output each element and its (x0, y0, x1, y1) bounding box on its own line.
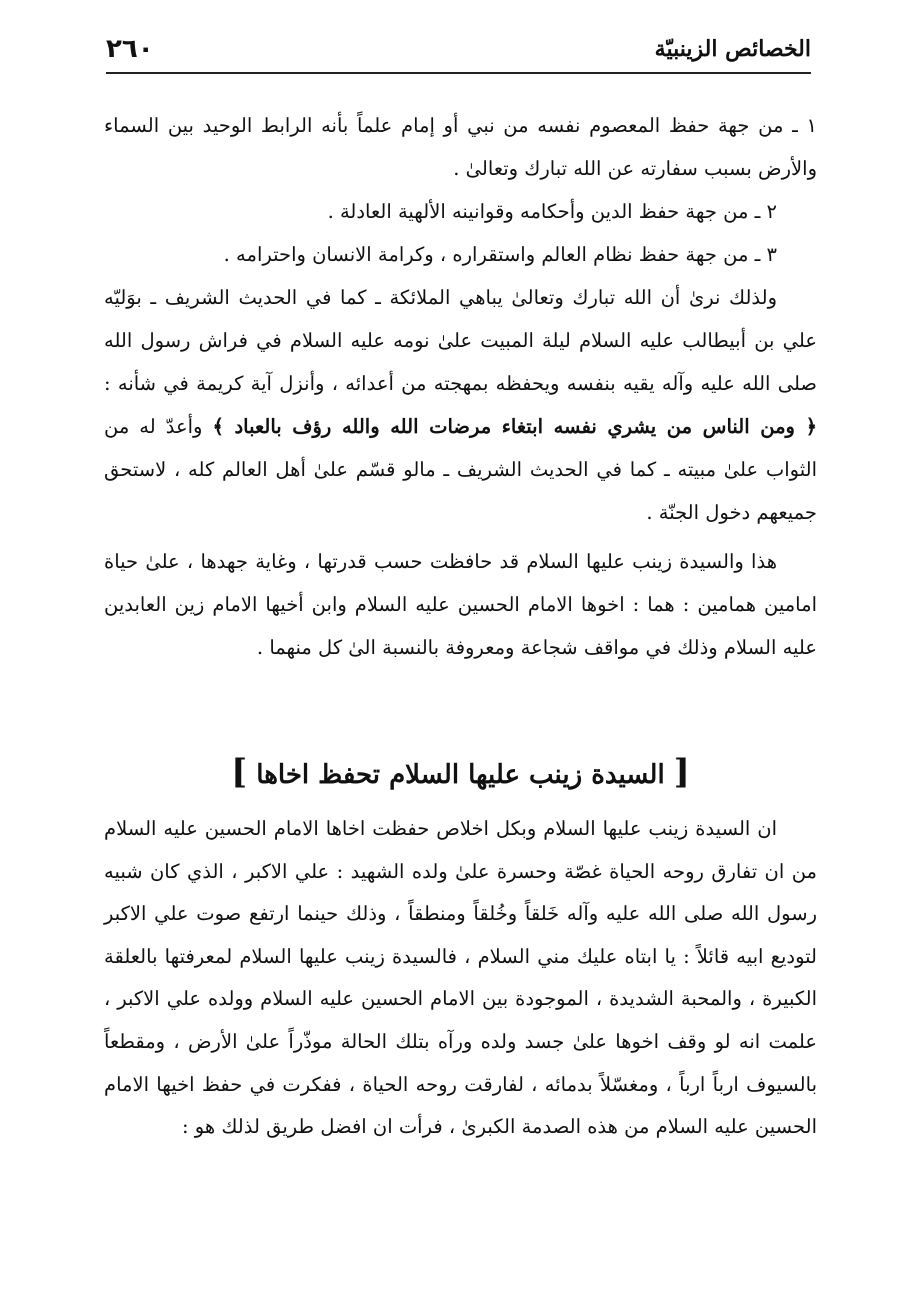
paragraph-point-1: ١ ـ من جهة حفظ المعصوم نفسه من نبي أو إمام علماً بأنه الرابط الوحيد بين السماء والأرض بسبب سفارته عن الله تبارك وتعالىٰ . (104, 114, 817, 180)
running-title: الخصائص الزينبيّة (654, 36, 811, 62)
heading-title: السيدة زينب عليها السلام تحفظ اخاها (256, 760, 665, 790)
heading-open-bracket: [ (673, 752, 690, 792)
heading-close-bracket: ] (231, 752, 248, 792)
paragraph-point-3: ٣ ـ من جهة حفظ نظام العالم واستقراره ، وكرامة الانسان واحترامه . (223, 243, 777, 266)
section-heading (104, 752, 817, 792)
paragraph-point-2: ٢ ـ من جهة حفظ الدين وأحكامه وقوانينه الألهية العادلة . (327, 200, 777, 223)
main-text (104, 104, 817, 669)
quran-verse: ﴿ ومن الناس من يشري نفسه ابتغاء مرضات الله والله رؤف بالعباد ﴾ (212, 415, 818, 438)
paragraph-angels-text: ولذلك نرىٰ أن الله تبارك وتعالىٰ يباهي الملائكة ـ كما في الحديث الشريف ـ بوَليّه علي بن أبيطالب عليه السلام ليلة المبيت علىٰ نومه عليه السلام في فراش رسول الله صلى الله عليه وآله يقيه بنفسه ويحفظه بمهجته من أعدائه ، وأنزل آية كريمة في شأنه : (104, 286, 817, 395)
paragraph-angels (104, 276, 817, 534)
page-number: ٢٦٠ (106, 34, 154, 64)
page-header (106, 30, 811, 74)
section-paragraph: ان السيدة زينب عليها السلام وبكل اخلاص حفظت اخاها الامام الحسين عليه السلام من ان تفارق روحه الحياة غصّة وحسرة علىٰ ولده الشهيد : علي الاكبر ، الذي كان شبيه رسول الله صلى الله عليه وآله خَلقاً وخُلقاً ومنطقاً ، وذلك حينما ارتفع صوت علي الاكبر لتوديع ابيه قائلاً : يا ابتاه عليك مني السلام ، فالسيدة زينب عليها السلام لمعرفتها بالعلقة الكبيرة ، والمحبة الشديدة ، الموجودة بين الامام الحسين عليه السلام وولده علي الاكبر ، علمت انه لو وقف اخوها علىٰ جسد ولده ورآه بتلك الحالة موذّراً علىٰ الأرض ، ومقطعاً بالسيوف ارباً ارباً ، ومغسّلاً بدمائه ، لفارقت روحه الحياة ، ففكرت في حفظ اخيها الامام الحسين عليه السلام من هذه الصدمة الكبرىٰ ، فرأت ان افضل طريق لذلك هو : (104, 817, 817, 1139)
paragraph-reward-text: وأعدّ له من الثواب علىٰ مبيته ـ كما في الحديث الشريف ـ مالو قسّم علىٰ أهل العالم كله ، لاستحق جميعهم دخول الجنّة . (104, 415, 817, 524)
paragraph-zaynab: هذا والسيدة زينب عليها السلام قد حافظت حسب قدرتها ، وغاية جهدها ، علىٰ حياة امامين همامين : هما : اخوها الامام الحسين عليه السلام وابن أخيها الامام زين العابدين عليه السلام وذلك في مواقف شجاعة ومعروفة بالنسبة الىٰ كل منهما . (104, 550, 817, 659)
section-text (104, 808, 817, 1149)
